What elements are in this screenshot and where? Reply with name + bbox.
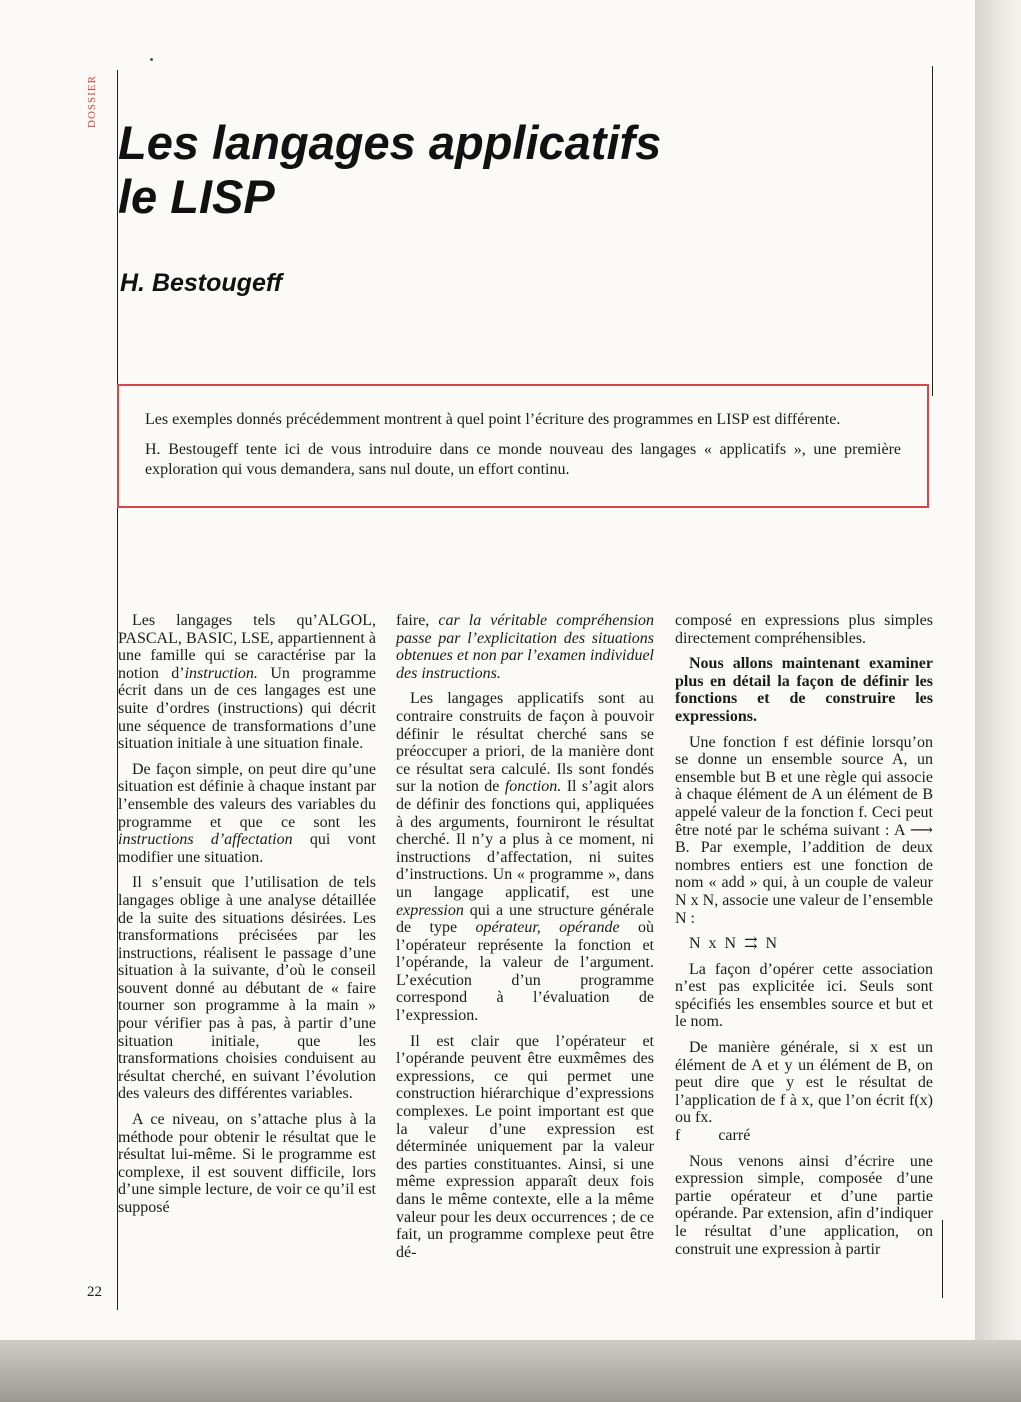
column1-paragraph-4: A ce niveau, on s’attache plus à la méthode pour obtenir le résultat que le résultat lui-même. Si le programme est complexe, il est souvent difficile, lors d’une simple lecture, de voir ce qu’il est supposé [118,1111,376,1216]
column3-paragraph-6: Nous venons ainsi d’écrire une expression simple, composée d’une partie opérateur et d’une partie opérande. Par extension, afin d’indiquer le résultat d’une application, on construit une expression à partir [675,1152,933,1258]
column2-paragraph-3: Il est clair que l’opérateur et l’opérande peuvent être euxmêmes des expressions, ce qui permet une construction hiérarchique d’expressions complexes. Le point important est que la valeur d’une expression est déterminée uniquement par la valeur des parties constituantes. Ainsi, si une même expression apparaît deux fois dans le même contexte, elle a la même valeur pour les deux occurrences ; de ce fait, un programme complexe peut être dé- [396,1032,654,1261]
title-line-2: le LISP [118,170,275,223]
text-run: faire, [396,612,439,629]
column1-paragraph-3: Il s’ensuit que l’utilisation de tels langages oblige à une analyse détaillée de la suite des situations désirées. Les transformations précisées par les instructions, réalisent le passage d’une situation à la suivante, d’où le conseil souvent donné au débutant de « faire tourner son programme à la main » pour vérifier pas à pas, à partir d’une situation initiale, que les transformations choisies conduisent au résultat cherché, en suivant l’évolution des valeurs des différentes variables. [118,874,376,1103]
italic-run: instruction. [184,664,258,682]
text-run: qui vont modifier une situation. [118,831,377,866]
column3-paragraph-3: Une fonction f est définie lorsqu’on se donne un ensemble source A, un ensemble but B et une règle qui associe à chaque élément de A un élément de B appelé valeur de la fonction f. Ceci peut être noté par le schéma suivant : A ⟶ B. Par exemple, l’addition de deux nombres entiers est une fonction de nom « add » qui, à un couple de valeur N x N, associe une valeur de l’ensemble N : [675,733,933,927]
page-number: 22 [87,1284,102,1300]
italic-run: opérateur, opérande [475,919,620,937]
italic-run: expression [396,901,464,919]
italic-run: instructions d’affectation [118,831,293,849]
intro-paragraph-2: H. Bestougeff tente ici de vous introduire dans ce monde nouveau des langages « applicatifs », une première exploration qui vous demandera, sans nul doute, un effort continu. [145,441,901,478]
text-run: De façon simple, on peut dire qu’une situation est définie à chaque instant par l’ensemble des valeurs des variables du programme et que ce sont les [118,760,376,831]
column2-paragraph-1 [396,612,654,682]
column3-bold-paragraph: Nous allons maintenant examiner plus en détail la façon de définir les fonctions et de construire les expressions. [675,655,933,725]
right-margin-rule-top [932,66,933,396]
column3-paragraph-4: La façon d’opérer cette association n’est pas explicitée ici. Seuls sont spécifiés les ensembles source et but et le nom. [675,960,933,1031]
column3-paragraph-1: composé en expressions plus simples directement compréhensibles. [675,612,933,647]
section-label: DOSSIER [86,75,98,128]
dot-mark-icon [150,58,153,61]
italic-run: car la véritable compréhension passe par l’explicitation des situations obtenues et non par l’examen individuel des instructions. [396,612,654,682]
text-column-3 [675,612,933,1266]
text-run: Les langages tels qu’ALGOL, PASCAL, BASIC, LSE, appartiennent à une famille qui se caractérise par la notion d’ [118,612,376,682]
italic-run: fonction. [504,778,562,796]
text-run: De manière générale, si x est un élément de A et y un élément de B, on peut dire que y est le résultat de l’application de f à x, que l’on écrit f(x) ou fx. [675,1039,933,1127]
text-run: Un programme écrit dans un de ces langages est une suite d’ordres (instructions) qui décrit une séquence de transformations d’une situation initiale à une situation finale. [118,664,376,753]
article-author: H. Bestougeff [120,269,283,297]
scan-bottom-strip [0,1340,1021,1402]
intro-paragraph-1: Les exemples donnés précédemment montrent à quel point l’écriture des programmes en LISP est différente. [145,411,841,428]
intro-box [117,384,929,508]
text-run: qui a une structure générale de type [396,901,654,937]
text-run: où l’opérateur représente la fonction et l’opérande, la valeur de l’argument. L’exécution d’un programme correspond à l’évaluation de l’expression. [396,919,654,1025]
title-line-1: Les langages applicatifs [118,116,662,169]
text-column-1 [118,612,376,1225]
formula-add: N x N ⇉ N [689,935,780,953]
text-run: Il s’agit alors de définir des fonctions qui, appliquées à des arguments, fourniront le résultat cherché. Il n’y a plus à ce moment, ni instructions d’affectation, ni suites d’instructions. Un « programme », dans un langage applicatif, est une [396,778,655,901]
page-edge-shadow [975,0,1021,1340]
text-column-2 [396,612,654,1269]
note-symbol: f [675,1127,681,1145]
column3-paragraph-5 [675,1039,933,1145]
column1-paragraph-2 [118,761,376,867]
text-run: Les langages applicatifs sont au contraire construits de façon à pouvoir définir le résultat cherché sans se préoccuper a priori, de la manière dont ce résultat sera calculé. Ils sont fondés sur la notion de [396,690,654,796]
column2-paragraph-2 [396,690,654,1024]
column1-paragraph-1 [118,612,376,753]
note-word: carré [718,1127,751,1145]
article-title [118,116,918,224]
right-margin-rule-bottom [942,1220,943,1298]
